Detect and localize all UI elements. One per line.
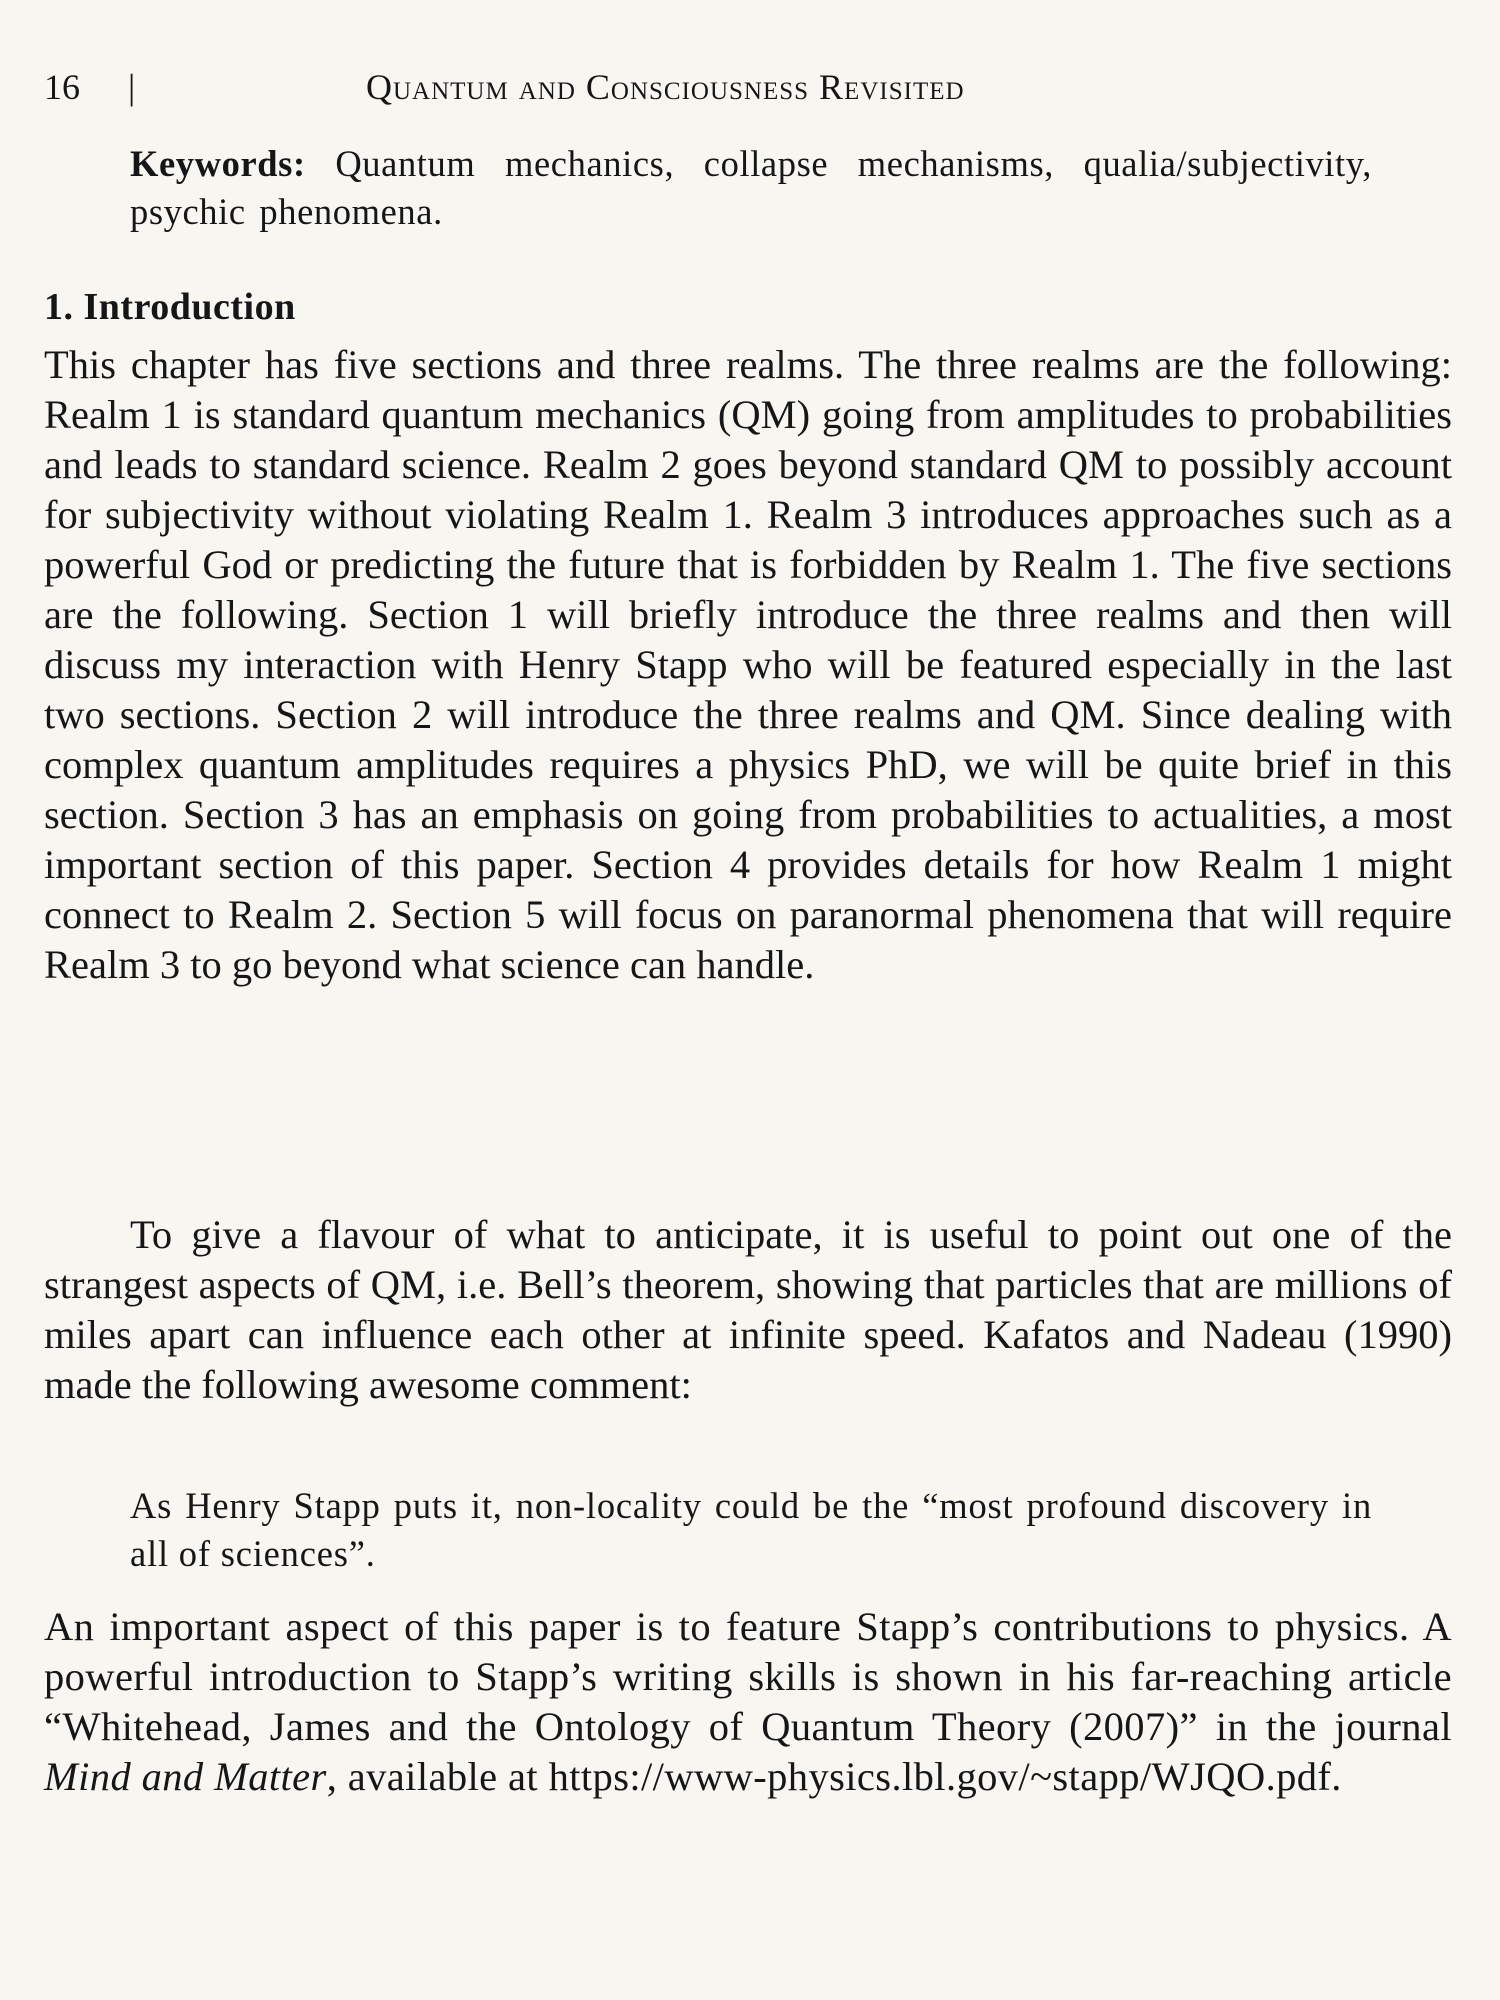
paragraph-2: To give a flavour of what to anticipate, it is useful to point out one of the strangest aspects of QM, i.e. Bell’s theorem, showing that particles that are millions of miles apart can influence each other at infinite speed. Kafatos and Nadeau (1990) made the following awesome comment: [44,1212,1452,1407]
keywords-text: Quantum mechanics, collapse mechanisms, qualia/subjectivity, psychic phenomena. [130,143,1372,232]
keywords-label: Keywords: [130,143,306,184]
header-separator: | [128,67,136,107]
block-quote: As Henry Stapp puts it, non-locality could be the “most profound discovery in all of sciences”. [130,1485,1372,1574]
journal-title: Mind and Matter [44,1754,327,1799]
section-heading: 1. Introduction [44,286,296,328]
paragraph-3-end: , available at https://www-physics.lbl.gov/~stapp/WJQO.pdf. [326,1754,1342,1799]
paragraph-3 [44,1602,1452,1802]
book-title: Quantum and Consciousness Revisited [366,67,965,107]
running-head [44,62,1442,112]
page-number: 16 [44,67,80,107]
paragraph-3-start: An important aspect of this paper is to feature Stapp’s contributions to physics. A powerful introduction to Stapp’s writing skills is shown in his far-reaching article “Whitehead, James and the Ontology of Quantum Theory (2007)” in the journal [44,1604,1452,1749]
keywords-block [130,140,1372,236]
paragraph-1: This chapter has five sections and three realms. The three realms are the following: Realm 1 is standard quantum mechanics (QM) going from amplitudes to probabilities and leads to standard science. Realm 2 goes beyond standard QM to possibly account for subjectivity without violating Realm 1. Realm 3 introduces approaches such as a powerful God or predicting the future that is forbidden by Realm 1. The five sections are the following. Section 1 will briefly introduce the three realms and then will discuss my interaction with Henry Stapp who will be featured especially in the last two sections. Section 2 will introduce the three realms and QM. Since dealing with complex quantum amplitudes requires a physics PhD, we will be quite brief in this section. Section 3 has an emphasis on going from probabilities to actualities, a most important section of this paper. Section 4 provides details for how Realm 1 might connect to Realm 2. Section 5 will focus on paranormal phenomena that will require Realm 3 to go beyond what science can handle. [44,342,1452,987]
